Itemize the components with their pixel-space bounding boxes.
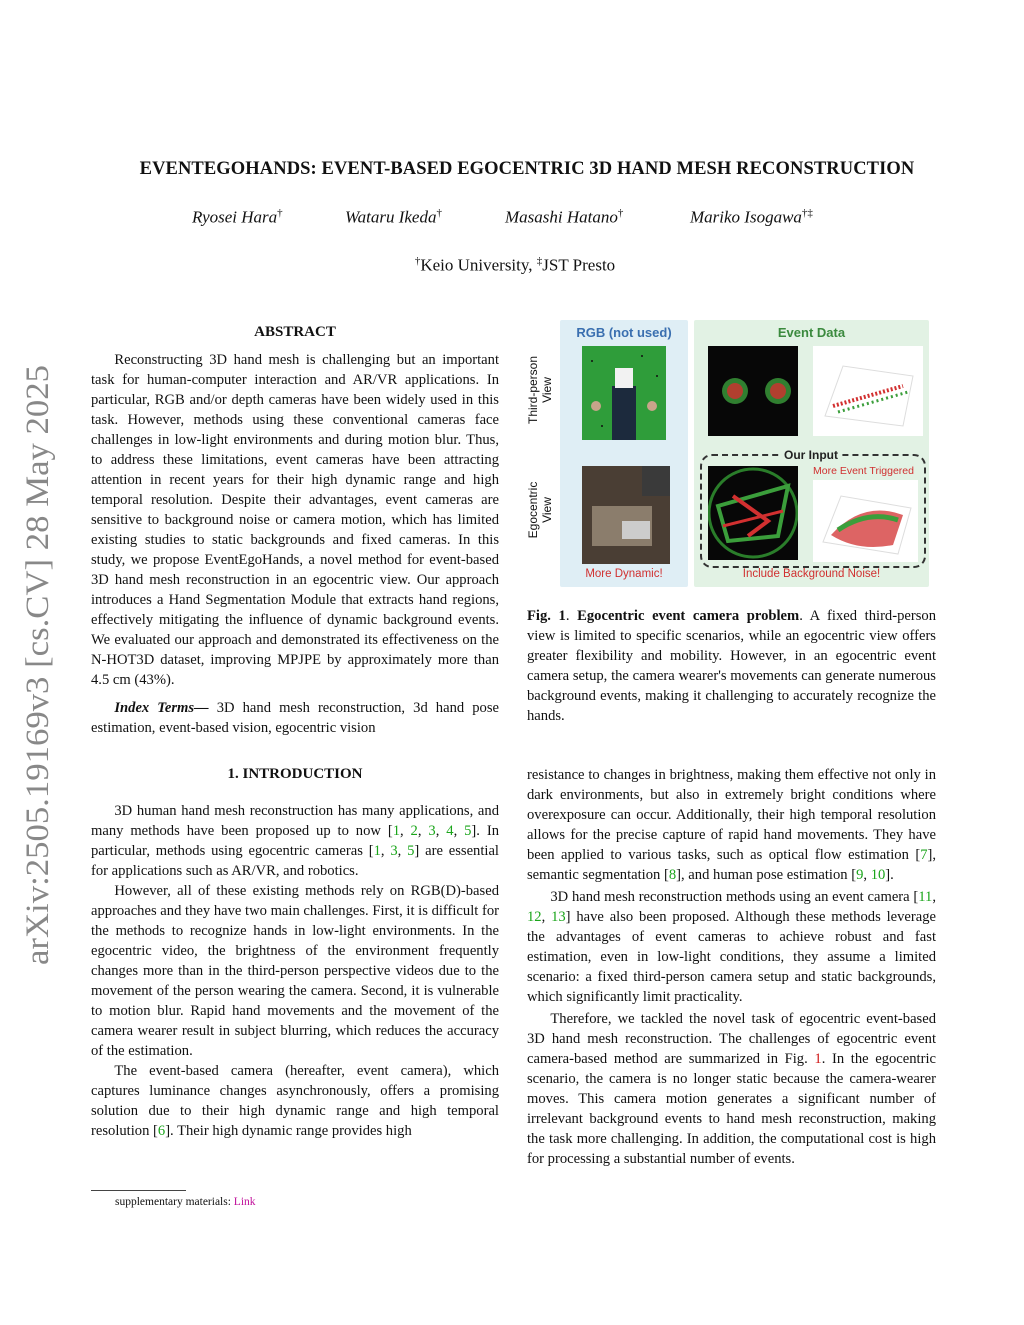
intro-paragraph-3: The event-based camera (hereafter, event camera), which captures luminance changes asynchronously, offers a promising solution due to their high dynamic range and high temporal resolution [6]. Their high dynamic range provides high [91, 1063, 499, 1139]
left-column [91, 322, 499, 1141]
egocentric-rgb-image [582, 466, 670, 564]
supplementary-link[interactable]: Link [233, 1196, 256, 1208]
egocentric-event-image [708, 466, 798, 560]
right-paragraph-1: resistance to changes in brightness, making them effective not only in dark environments, but also in extremely bright conditions where overexposure can occur. Additionally, their high temporal resolution allows for the precise capture of rapid hand movements. They have been applied to various tasks, such as optical flow estimation [7], semantic segmentation [8], and human pose estimation [9, 10]. [527, 767, 936, 883]
citation-link[interactable]: 2 [410, 823, 418, 839]
intro-paragraph-2: However, all of these existing methods rely on RGB(D)-based approaches and they have two main challenges. First, it is difficult for the methods to recognize hands in low-light environments. In the egocentric video, the brightness of the environment frequently changes more than in the third-person perspective videos due to the movement of the person wearing the camera. Second, it is vulnerable to motion blur. Rapid hand movements and the movement of the camera wearer result in subject blurring, which reduces the accuracy of the estimation. [91, 883, 499, 1059]
figure-1 [528, 320, 930, 587]
author-4: Mariko Isogawa†‡ [690, 207, 813, 227]
abstract-heading: ABSTRACT [254, 324, 336, 340]
right-paragraph-3: Therefore, we tackled the novel task of egocentric event-based 3D hand mesh reconstruction. The challenges of egocentric event camera-based method are summarized in Fig. 1. In the egocentric scenario, the camera is no longer static because the camera-wearer moves. This camera motion generates a significant number of irrelevant background events to hand mesh reconstruction, making the task more challenging. In addition, the computational cost is high for processing a substantial number of events. [527, 1011, 936, 1167]
right-column [527, 765, 936, 1169]
citation-link[interactable]: 3 [390, 843, 398, 859]
citation-link[interactable]: 6 [157, 1123, 166, 1139]
right-paragraph-2: 3D hand mesh reconstruction methods using an event camera [11, 12, 13] have also been proposed. Although these methods leverage the advantages of event cameras to achieve robust and fast estimation, even in low-light conditions, they assume a limited scenario: a fixed third-person camera setup and static backgrounds, which significantly limit practicality. [527, 889, 936, 1005]
intro-paragraph-1: 3D human hand mesh reconstruction has many applications, and many methods have been proposed up to now [1, 2, 3, 4, 5]. In particular, methods using egocentric cameras [1, 3, 5] are essential for applications such as AR/VR, and robotics. [91, 803, 499, 879]
footnote: supplementary materials: Link [115, 1196, 256, 1208]
citation-link[interactable]: 5 [407, 843, 415, 859]
more-dynamic-label: More Dynamic! [585, 568, 663, 580]
third-person-rgb-image [582, 346, 666, 440]
third-person-label: Third-person View [526, 355, 554, 425]
rgb-panel-title: RGB (not used) [576, 325, 672, 340]
affiliations: †Keio University, ‡JST Presto [414, 255, 616, 275]
third-person-event-plot [813, 346, 923, 436]
background-noise-label: Include Background Noise! [742, 568, 881, 580]
citation-link[interactable]: 8 [668, 867, 677, 883]
index-terms: Index Terms— 3D hand mesh reconstruction, 3d hand pose estimation, event-based vision, egocentric vision [91, 700, 499, 736]
author-3: Masashi Hatano† [505, 207, 624, 227]
footnote-rule [91, 1190, 186, 1191]
citation-link[interactable]: 9 [856, 867, 864, 883]
our-input-label: Our Input [780, 448, 842, 462]
intro-heading: 1. INTRODUCTION [227, 766, 363, 782]
citation-link[interactable]: 1 [373, 843, 381, 859]
egocentric-event-plot [813, 480, 918, 562]
egocentric-label: Egocentric View [526, 481, 554, 539]
arxiv-stamp-text: arXiv:2505.19169v3 [cs.CV] 28 May 2025 [20, 394, 56, 965]
citation-link[interactable]: 5 [464, 823, 472, 839]
figure-caption: Fig. 1. Egocentric event camera problem. A fixed third-person view is limited to specific scenarios, while an egocentric view offers greater flexibility and mobility. However, in an egocentric event camera setup, the camera wearer's movements can generate numerous background events, making it challenging to accurately recognize the hands. [527, 608, 936, 724]
citation-link[interactable]: 13 [551, 909, 566, 925]
arxiv-stamp [10, 360, 60, 970]
citation-link[interactable]: 10 [870, 867, 886, 883]
third-person-event-image [708, 346, 798, 436]
author-1: Ryosei Hara† [192, 207, 283, 227]
citation-link[interactable]: 12 [527, 909, 542, 925]
abstract-text: Reconstructing 3D hand mesh is challenging but an important task for human-computer interaction and AR/VR applications. In particular, RGB and/or depth cameras have been widely used in this task. However, methods using these conventional cameras face challenges in low-light environments and during motion blur. Thus, to address these limitations, event cameras have been attracting attention in recent years for their high dynamic range and high temporal resolution. Despite their advantages, event cameras are sensitive to background noise or camera motion, which has limited existing studies to static backgrounds and fixed cameras. In this study, we propose EventEgoHands, a novel method for event-based 3D hand mesh reconstruction in an egocentric view. Our approach introduces a Hand Segmentation Module that extracts hand regions, effectively mitigating the influence of dynamic background events. We evaluated our approach and demonstrated its effectiveness on the N-HOT3D dataset, improving MPJPE by approximately more than 4.5 cm (43%). [91, 352, 499, 688]
citation-link[interactable]: 3 [428, 823, 436, 839]
citation-link[interactable]: 1 [392, 823, 400, 839]
figure-reference-link[interactable]: 1 [814, 1051, 822, 1067]
author-2: Wataru Ikeda† [345, 207, 442, 227]
citation-link[interactable]: 4 [446, 823, 454, 839]
more-event-label: More Event Triggered [813, 465, 914, 477]
citation-link[interactable]: 11 [918, 889, 933, 905]
event-panel-title: Event Data [777, 325, 846, 340]
paper-title: EVENTEGOHANDS: EVENT-BASED EGOCENTRIC 3D HAND MESH RECONSTRUCTION [139, 159, 915, 179]
citation-link[interactable]: 7 [920, 847, 928, 863]
